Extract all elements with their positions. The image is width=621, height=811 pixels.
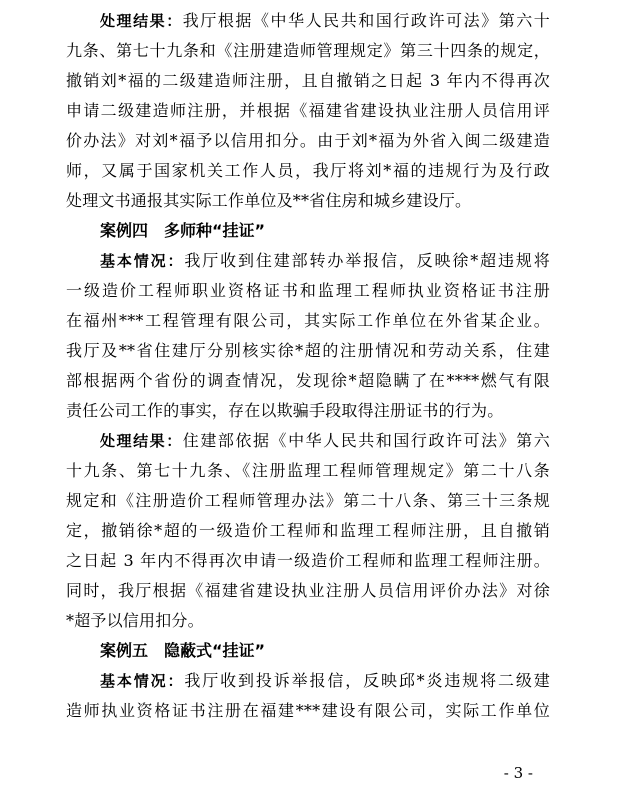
text-line: 师，又属于国家机关工作人员，我厅将刘*福的违规行为及行政 (66, 161, 550, 180)
case-heading (66, 636, 550, 666)
text-line: 定，撤销徐*超的一级造价工程师和监理工程师注册，且自撤销 (66, 521, 550, 540)
case-number: 案例四 (100, 221, 149, 240)
text-line: 撤销刘*福的二级建造师注册，且自撤销之日起 3 年内不得再次 (66, 71, 550, 90)
text-line: 十九条、第七十九条、《注册监理工程师管理规定》第二十八条 (66, 461, 550, 480)
paragraph-label: 处理结果： (100, 432, 183, 450)
text-line: 申请二级建造师注册，并根据《福建省建设执业注册人员信用评 (66, 101, 550, 120)
text-line: 一级造价工程师职业资格证书和监理工程师执业资格证书注册 (66, 281, 550, 300)
text-line: 在福州***工程管理有限公司，其实际工作单位在外省某企业。 (66, 311, 550, 330)
page-number: - 3 - (503, 764, 533, 782)
text-line: 基本情况：我厅收到住建部转办举报信，反映徐*超违规将 (100, 251, 550, 270)
text-line: 我厅及**省住建厅分别核实徐*超的注册情况和劳动关系，住建 (66, 341, 550, 360)
text-line: 同时，我厅根据《福建省建设执业注册人员信用评价办法》对徐 (66, 581, 550, 600)
text-line: 造师执业资格证书注册在福建***建设有限公司，实际工作单位 (66, 701, 550, 720)
paragraph-handling-result-2 (66, 426, 550, 636)
document-body (66, 6, 550, 726)
case-title: 多师种“挂证” (164, 221, 266, 240)
text-line: 责任公司工作的事实，存在以欺骗手段取得注册证书的行为。 (66, 401, 504, 420)
text-line: *超予以信用扣分。 (66, 611, 204, 630)
case-heading (66, 216, 550, 246)
paragraph-label: 基本情况： (100, 252, 185, 270)
text-line: 部根据两个省份的调查情况，发现徐*超隐瞒了在****燃气有限 (66, 371, 550, 390)
case-title: 隐蔽式“挂证” (164, 641, 266, 660)
paragraph-label: 处理结果： (100, 12, 183, 30)
text-line: 规定和《注册造价工程师管理办法》第二十八条、第三十三条规 (66, 491, 550, 510)
text-line: 处理结果：我厅根据《中华人民共和国行政许可法》第六十 (100, 11, 550, 30)
text-line: 之日起 3 年内不得再次申请一级造价工程师和监理工程师注册。 (66, 551, 550, 570)
case-number: 案例五 (100, 641, 149, 660)
text-line: 基本情况：我厅收到投诉举报信，反映邱*炎违规将二级建 (100, 671, 550, 690)
text-line: 九条、第七十九条和《注册建造师管理规定》第三十四条的规定， (66, 41, 550, 60)
paragraph-label: 基本情况： (100, 672, 185, 690)
paragraph-basic-situation-2 (66, 666, 550, 726)
paragraph-basic-situation-1 (66, 246, 550, 426)
text-line: 处理结果：住建部依据《中华人民共和国行政许可法》第六 (100, 431, 550, 450)
text-line: 处理文书通报其实际工作单位及**省住房和城乡建设厅。 (66, 191, 472, 210)
paragraph-handling-result-1 (66, 6, 550, 216)
text-line: 价办法》对刘*福予以信用扣分。由于刘*福为外省入闽二级建造 (66, 131, 550, 150)
